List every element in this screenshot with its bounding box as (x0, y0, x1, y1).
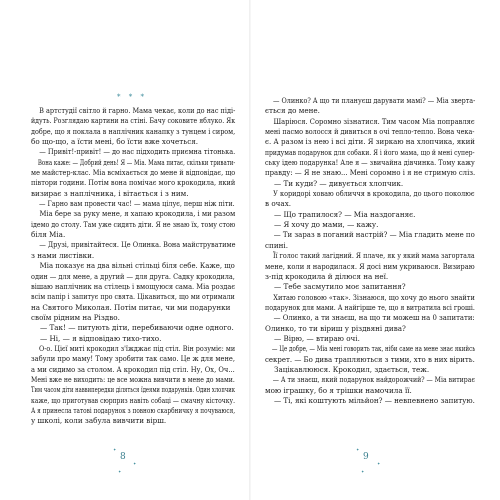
text-line: а ми сидимо за столом. А крокодил під стіл. Ну, Ох, Оч... (31, 364, 235, 374)
star-decoration: ✦ (118, 469, 122, 474)
text-line: — Друзі, привітайтеся. Це Олинка. Вона майструватиме (39, 240, 236, 250)
page-number-right: 9 (363, 452, 369, 462)
star-decoration: ✦ (361, 469, 365, 474)
text-line: — Олинко, а ти знаєш, на що ти можеш на 0 запитати: (273, 313, 475, 323)
text-line: бо що-що, а їсти мені, бо їсти вже хочеться. (31, 137, 199, 147)
text-line: — Що трапилося? — Міа наздоганяє. (274, 209, 416, 219)
star-decoration: ✦ (356, 447, 360, 452)
text-line: є. А разом із нею і всі діти. Я зиркаю на хлопчика, який (265, 137, 475, 147)
text-line: — Вірю, — втираю очі. (274, 333, 360, 343)
text-line: ську ідею подарунка! Але я — звичайна дівчинка. Тому кажу (265, 158, 475, 168)
text-line: Зацікавлююся. Крокодил, здається, теж. (274, 364, 430, 374)
text-line: забули про маму! Тому зробити так само. Це ж для мене, (31, 354, 235, 364)
text-line: Тим часом діти наввипередки діляться їдеями подарунків. Один хлопчик (31, 385, 236, 395)
text-line: вішаю наплічник на стілець і вмощуюся сама. Міа роздає (31, 281, 236, 291)
text-line: визирає з наплічника, і вітається і з ним. (31, 188, 189, 198)
text-line: секрет. — Бо дива трапляються з тими, хто в них вірить. (265, 354, 475, 364)
text-line: — Ті, які коштують мільйон? — невпевнено запитую. (273, 395, 475, 405)
text-line: А я принесла татові подарунок з повною скарбничку я почуваюся, (31, 405, 236, 415)
text-line: мені пасмо волосся й дивиться в очі тепло-тепло. Вона чека- (265, 127, 475, 137)
text-line: В артстудії світло й гарно. Мама чекає, коли до нас піді- (39, 106, 236, 115)
text-line: з-під крокодила й ділюся на неї. (265, 271, 389, 281)
text-line: — Так! — питують діти, перебиваючи одне одного. (40, 323, 234, 333)
text-line: придумав подарунок для собаки. Я і його мама, що й мені супер- (265, 147, 475, 157)
text-line: О-о. Цієї миті крокодил з'їжджає під стіл. Він розуміє: ми (39, 343, 236, 353)
text-line: — Ти зараз в поганий настрій? — Міа гладить мене по (273, 230, 475, 240)
text-line: Хитаю головою «так». Зізнаюся, що хочу до нього знайти (273, 292, 475, 302)
text-line: — Я хочу до мами, — кажу. (274, 220, 379, 230)
text-line: у школі, коли забула вивчити вірш. (31, 416, 167, 426)
text-line: Міа бере за руку мене, я хапаю крокодила, і ми разом (39, 209, 236, 219)
text-line: — А ти знаєш, який подарунок найдорожчий? — Міа витирає (272, 375, 475, 385)
text-line: — Ні, — я відповідаю тихо-тихо. (40, 333, 162, 343)
right-page (250, 0, 500, 500)
text-line: — Це добре, — Міа мені говорить так, ніби саме на мене знає якийсь (271, 344, 476, 354)
text-line: мою іграшку, бо я трішки намочила її. (265, 385, 412, 395)
text-line: півтори години. Потім вона помічає мого крокодила, який (31, 178, 236, 188)
text-line: ється до мене. (265, 106, 320, 116)
star-decoration: ✦ (377, 461, 381, 466)
text-line: Міа показує на два вільні стільці біля себе. Каже, що (39, 261, 235, 271)
text-line: — Ти куди? — дивується хлопчик. (274, 178, 404, 188)
text-line: — Гарно вам провести час! — мама цілує, перш ніж піти. (39, 199, 235, 209)
text-line: йдуть. Розглядаю картини на стіні. Бачу соковите яблуко. Як (31, 116, 236, 126)
text-line: ме майстер-клас. Міа всміхається до мене й відповідає, що (31, 168, 236, 178)
text-line: добре, що я поклала в наплічник канапку з тунцем і сиром, (31, 126, 236, 136)
text-line: У коридорі ховаю обличчя в крокодила, до цього поколює (273, 189, 475, 199)
text-line: Мені вже не виходить: це все можна вивчити в мене до мами. (31, 374, 235, 384)
right-page-body (265, 96, 475, 406)
text-line: на Святого Миколая. Потім питає, чи ми подарунки (31, 302, 231, 312)
text-line: в очах. (265, 199, 292, 209)
text-line: біля Міа. (31, 230, 66, 240)
text-line: ідемо до столу. Там уже сидять діти. Я не знаю їх, тому стою (31, 219, 236, 229)
text-line: спині. (265, 240, 288, 250)
star-decoration: ✦ (133, 461, 137, 466)
text-line: Її голос такий лагідний. Я плаче, як у який мама загортала (272, 251, 475, 261)
text-line: Вона каже: — Добрий день! Я — Міа. Мама питає, скільки тривати- (37, 157, 236, 167)
text-line: — Тебе засмутило моє запитання? (274, 282, 406, 292)
text-line: всім папір і запитує про свята. Цікавиться, що ми отримали (31, 292, 235, 302)
text-line: своїм рідним на Різдво. (31, 312, 120, 322)
text-line: один — для мене, а другий — для друга. Садку крокодила, (31, 271, 235, 281)
text-line: з нами листівки. (31, 250, 95, 260)
text-line: каже, що приготував сюрприз навіть собаці — смачну кісточку. (31, 395, 235, 405)
star-decoration: ✦ (113, 447, 117, 452)
text-line: Шаріюся. Соромно зізнатися. Тим часом Міа поправляє (273, 116, 475, 126)
left-page-body (31, 106, 235, 427)
section-break-ornament: * * * (117, 93, 147, 101)
page-number-left: 8 (120, 452, 126, 462)
text-line: мене, коли я народилася. Я досі ним укриваюся. Визираю (265, 261, 475, 271)
text-line: — Привіт!-привіт! — до нас підходить приємна тітонька. (39, 147, 236, 157)
text-line: подарунок для мами. А найгірше те, що я витратила всі гроші. (265, 302, 475, 312)
text-line: Олинко, то ти віриш у різдвяні дива? (265, 323, 406, 333)
text-line: — Олинко? А що ти плануєш дарувати мамі? — Міа зверта- (273, 96, 476, 105)
text-line: правду: — Я не знаю... Мені соромно і я не стримую сліз. (265, 168, 476, 178)
